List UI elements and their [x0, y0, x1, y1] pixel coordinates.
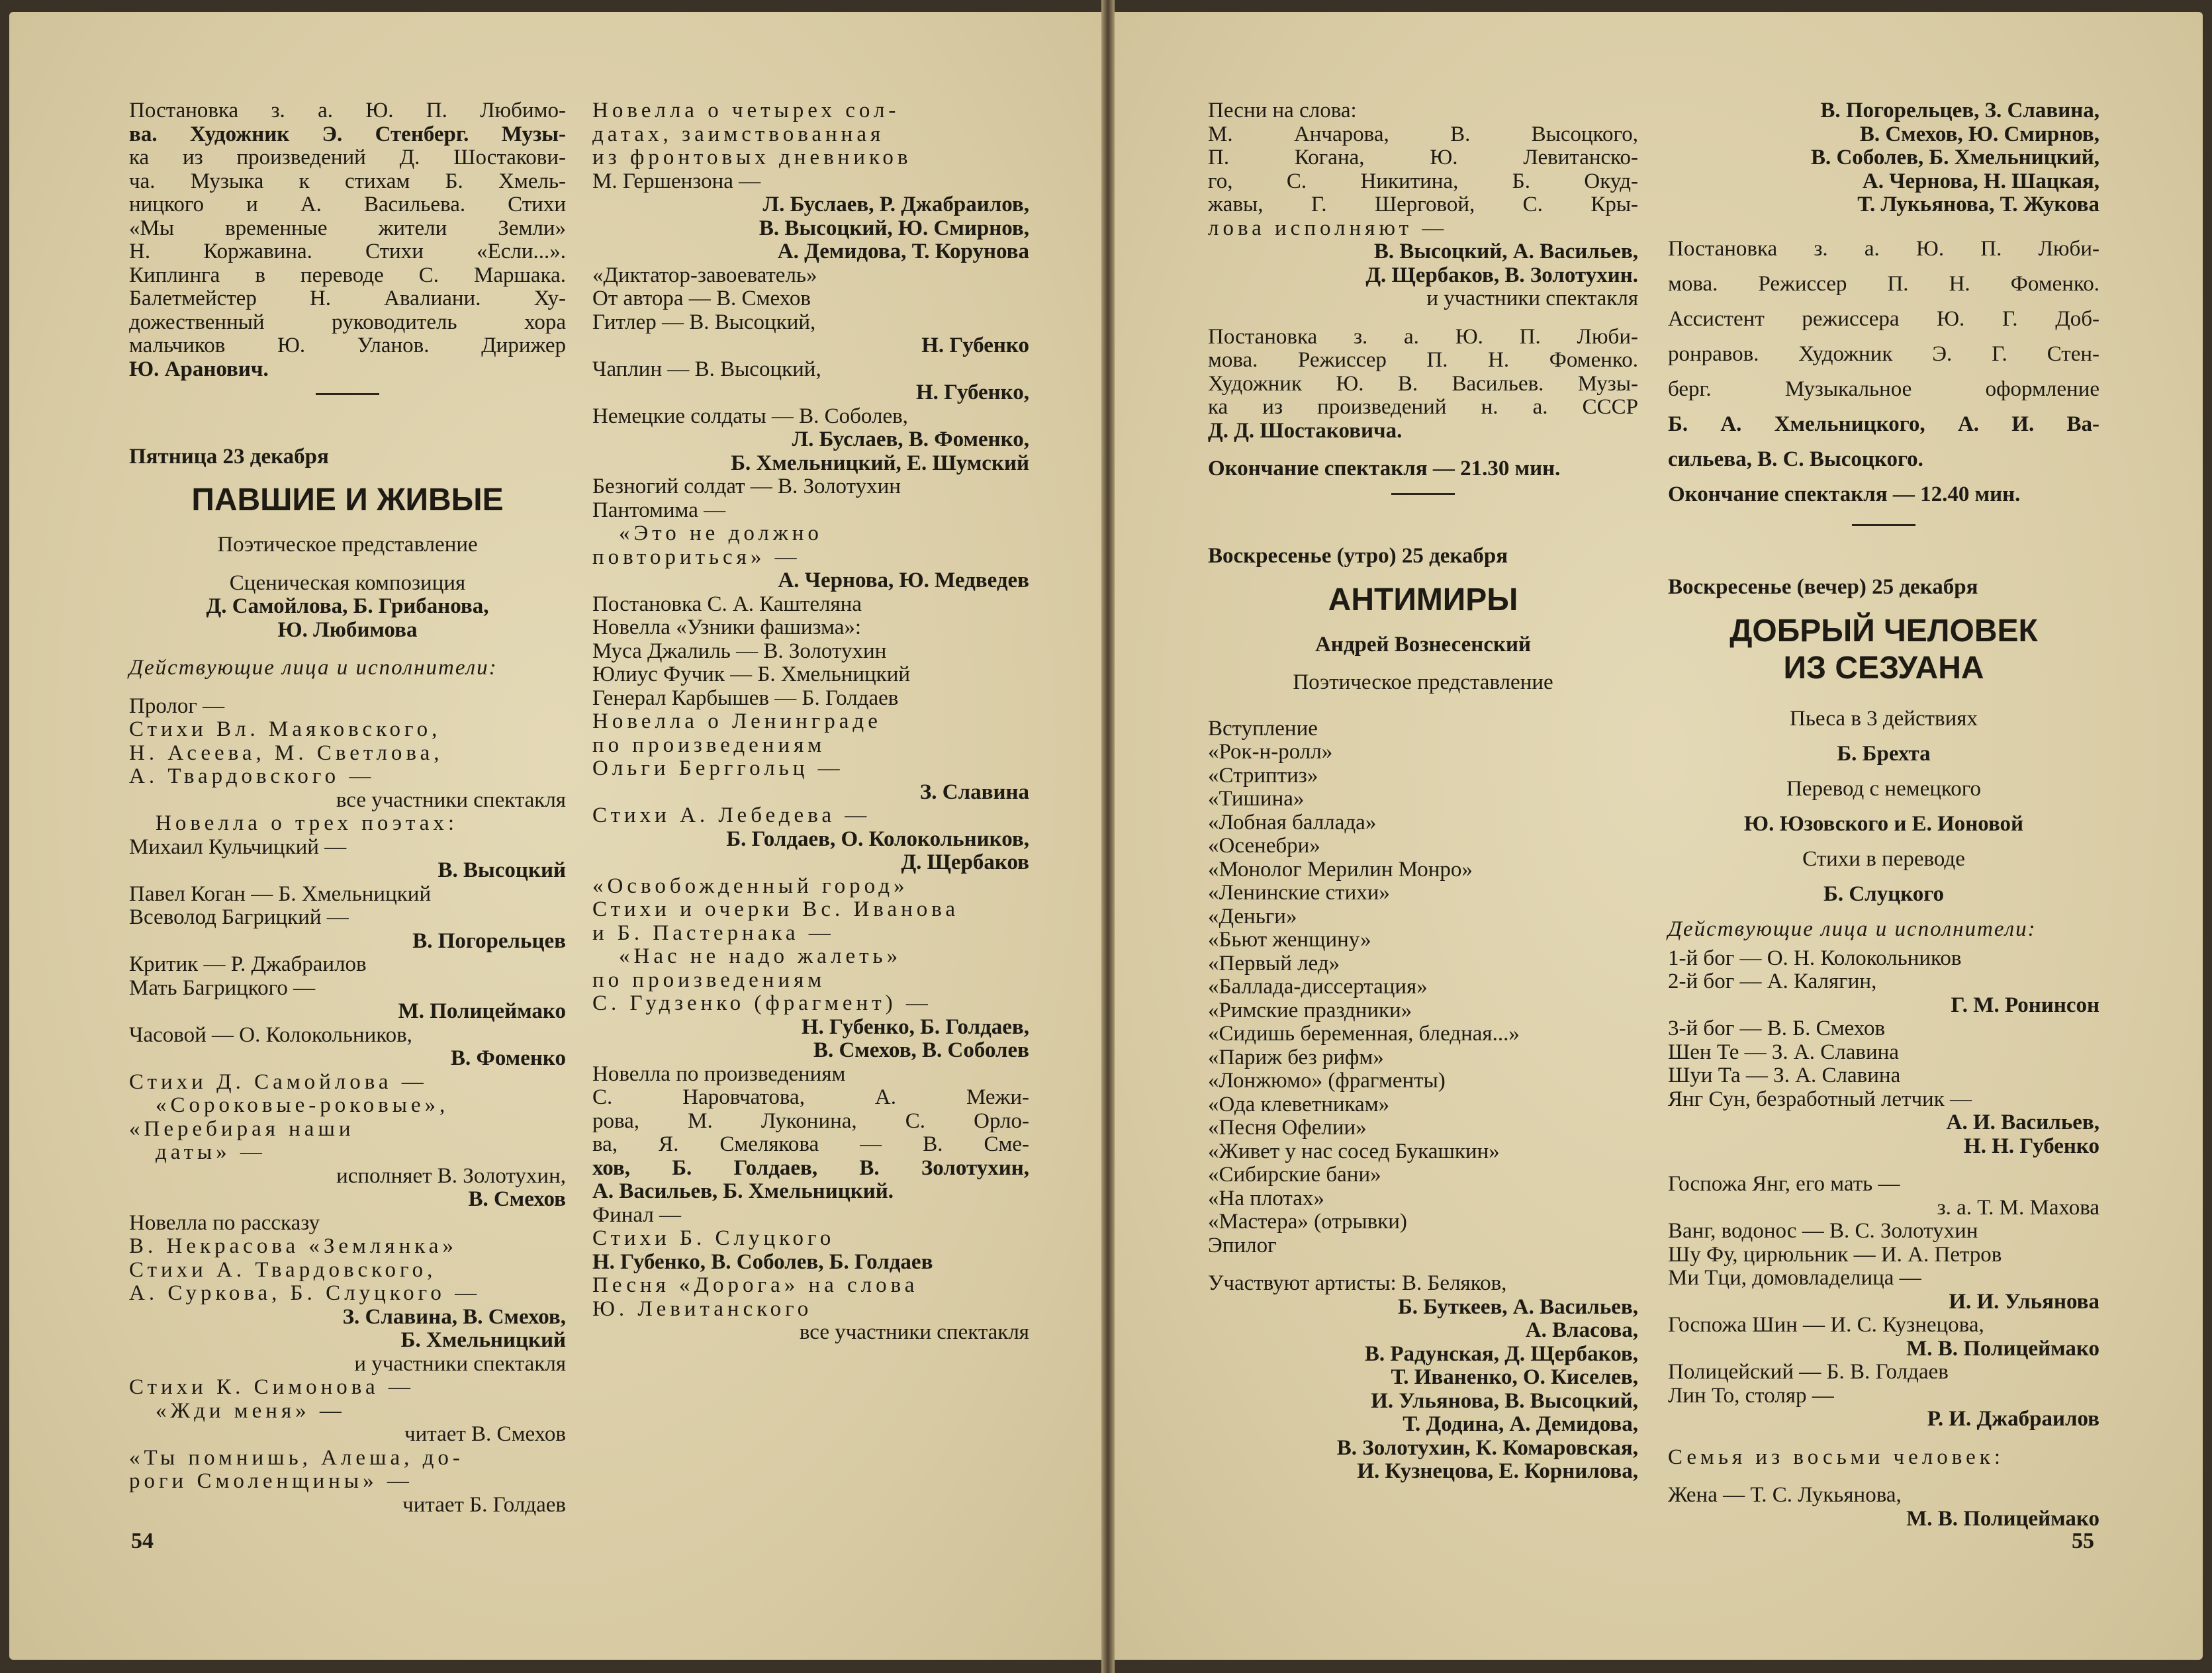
songs-line: лова исполняют — — [1208, 216, 1448, 240]
credit-line: Н. Коржавина. Стихи «Если...». — [129, 240, 566, 263]
credit-line: ва. Художник Э. Стенберг. Музы- — [129, 122, 566, 146]
cast-line: Лин То, столяр — — [1668, 1383, 1834, 1408]
right-column-1 — [1208, 99, 1638, 1484]
credit-line: Постановка з. а. Ю. П. Люби- — [1208, 324, 1638, 349]
section-rule — [316, 393, 379, 419]
end-time: Окончание спектакля — 21.30 мин. — [1208, 457, 1561, 480]
program-item: «Ода клеветникам» — [1208, 1092, 1390, 1116]
cast-line: Мать Багрицкого — — [129, 975, 316, 1000]
cast-line: Н. Н. Губенко — [1964, 1134, 2099, 1158]
program-item: «Лонжюмо» (фрагменты) — [1208, 1069, 1446, 1093]
program-line: Ю. Левитанского — [592, 1296, 813, 1321]
credit-line: Постановка з. а. Ю. П. Люби- — [1668, 236, 2099, 261]
program-line: Чаплин — В. Высоцкий, — [592, 357, 821, 381]
cast-line: Всеволод Багрицкий — — [129, 905, 349, 929]
cast-line: В. Фоменко — [451, 1046, 566, 1070]
cast-line: В. Погорельцев — [412, 928, 566, 953]
cast-line: Жена — Т. С. Лукьянова, — [1668, 1483, 1902, 1507]
actors-line: А. Чернова, Н. Шацкая, — [1862, 169, 2099, 193]
cast-line: «Сороковые-роковые», — [156, 1093, 449, 1117]
credit-line: дожественный руководитель хора — [129, 310, 566, 334]
cast-line: Михаил Кульчицкий — — [129, 835, 347, 859]
program-line: Л. Буслаев, В. Фоменко, — [792, 428, 1029, 451]
program-line: А. Демидова, Т. Корунова — [777, 240, 1029, 263]
spacer — [129, 557, 566, 572]
cast-line: А. Твардовского — — [129, 764, 375, 788]
program-line: Новелла «Узники фашизма»: — [592, 615, 862, 639]
program-line: Л. Буслаев, Р. Джабраилов, — [762, 193, 1029, 216]
program-item: «Стриптиз» — [1208, 763, 1318, 788]
actors-line: В. Радунская, Д. Щербаков, — [1364, 1341, 1638, 1366]
left-column-1 — [129, 99, 566, 1517]
program-line: «Освобожденный город» — [592, 874, 909, 898]
program-item: «Мастера» (отрывки) — [1208, 1210, 1407, 1234]
program-line: Н. Губенко, — [915, 381, 1029, 404]
play-title: АНТИМИРЫ — [1328, 582, 1518, 617]
program-item: «Париж без рифм» — [1208, 1045, 1384, 1069]
program-item: Эпилог — [1208, 1233, 1277, 1257]
credit-line: Постановка з. а. Ю. П. Любимо- — [129, 99, 566, 122]
program-line: повториться» — — [592, 545, 801, 569]
credit-line: мова. Режиссер П. Н. Фоменко. — [1208, 348, 1638, 372]
credit-line: Балетмейстер Н. Авалиани. Ху- — [129, 287, 566, 310]
cast-line: А. И. Васильев, — [1946, 1110, 2099, 1134]
spacer — [129, 680, 566, 695]
cast-line: Стихи А. Твардовского, — [129, 1257, 437, 1282]
songs-line: Песни на слова: — [1208, 99, 1357, 122]
cast-line: даты» — — [156, 1140, 266, 1164]
actors-line: Т. Додина, А. Демидова, — [1403, 1412, 1638, 1436]
program-line: Безногий солдат — В. Золотухин — [592, 475, 901, 498]
cast-line: Стихи К. Симонова — — [129, 1375, 414, 1399]
cast-line: Р. И. Джабраилов — [1927, 1407, 2099, 1431]
cast-line: Павел Коган — Б. Хмельницкий — [129, 882, 432, 906]
credit-line: Д. Д. Шостаковича. — [1208, 418, 1403, 443]
songs-line: Д. Щербаков, В. Золотухин. — [1365, 263, 1638, 287]
credit-line: ронравов. Художник Э. Г. Стен- — [1668, 341, 2099, 366]
actors-line: А. Власова, — [1525, 1318, 1638, 1342]
credit-line: ча. Музыка к стихам Б. Хмель- — [129, 169, 566, 193]
actors-line: В. Золотухин, К. Комаровская, — [1336, 1435, 1638, 1460]
play-title: ИЗ СЕЗУАНА — [1783, 650, 1984, 686]
verses-translator: Б. Слуцкого — [1823, 882, 1944, 906]
cast-line: Шу Фу, цирюльник — И. А. Петров — [1668, 1242, 2002, 1267]
program-item: «Сибирские бани» — [1208, 1163, 1381, 1187]
credit-line: Киплинга в переводе С. Маршака. — [129, 263, 566, 287]
cast-line: читает Б. Голдаев — [402, 1492, 566, 1517]
program-line: Пантомима — — [592, 498, 726, 522]
program-item: «Рок-н-ролл» — [1208, 740, 1333, 764]
cast-line: Шен Те — З. А. Славина — [1668, 1040, 1899, 1064]
program-item: «Лобная баллада» — [1208, 810, 1377, 835]
section-rule — [1391, 493, 1455, 519]
program-item: «Баллада-диссертация» — [1208, 975, 1428, 999]
cast-line: Стихи Д. Самойлова — — [129, 1069, 428, 1094]
credit-line: берг. Музыкальное оформление — [1668, 377, 2099, 401]
program-line: по произведениям — [592, 733, 826, 757]
cast-line: Стихи Вл. Маяковского, — [129, 717, 441, 741]
program-line: Стихи Б. Слуцкого — [592, 1226, 835, 1250]
songs-line: В. Высоцкий, А. Васильев, — [1373, 240, 1638, 263]
program-item: «Ленинские стихи» — [1208, 881, 1390, 905]
program-line: А. Васильев, Б. Хмельницкий. — [592, 1179, 894, 1203]
cast-line: З. Славина, В. Смехов, — [342, 1304, 566, 1329]
scenic-authors: Д. Самойлова, Б. Грибанова, — [206, 594, 489, 618]
cast-line: Н. Асеева, М. Светлова, — [129, 741, 443, 765]
day-heading: Воскресенье (вечер) 25 декабря — [1668, 575, 1978, 599]
program-line: М. Гершензона — — [592, 169, 761, 193]
program-line: Стихи А. Лебедева — — [592, 803, 871, 827]
program-line: Гитлер — В. Высоцкий, — [592, 310, 816, 334]
cast-line: «Перебирая наши — [129, 1116, 355, 1141]
program-line: С. Гудзенко (фрагмент) — — [592, 991, 932, 1015]
program-line: Постановка С. А. Каштеляна — [592, 592, 862, 616]
credit-line: «Мы временные жители Земли» — [129, 216, 566, 240]
day-heading: Пятница 23 декабря — [129, 444, 329, 469]
translation-label: Перевод с немецкого — [1786, 776, 1982, 801]
cast-line: читает В. Смехов — [404, 1422, 566, 1446]
program-line: Новелла по произведениям — [592, 1062, 846, 1086]
songs-line: М. Анчарова, В. Высоцкого, — [1208, 122, 1638, 146]
cast-line: Янг Сун, безработный летчик — — [1668, 1087, 1972, 1111]
program-line: из фронтовых дневников — [592, 146, 912, 169]
spacer — [1668, 1158, 2099, 1173]
program-line: рова, М. Луконина, С. Орло- — [592, 1108, 1029, 1133]
credit-line: ка из произведений Д. Шостакови- — [129, 146, 566, 169]
cast-line: Б. Хмельницкий — [400, 1328, 566, 1352]
cast-line: Шуи Та — З. А. Славина — [1668, 1063, 1901, 1087]
songs-line: го, С. Никитина, Б. Окуд- — [1208, 169, 1638, 193]
songs-line: и участники спектакля — [1426, 287, 1638, 310]
cast-label: Действующие лица и исполнители: — [129, 656, 498, 680]
program-line: Немецкие солдаты — В. Соболев, — [592, 404, 908, 428]
program-line: Новелла о Ленинграде — [592, 709, 882, 733]
credit-line: Художник Ю. В. Васильев. Музы- — [1208, 371, 1638, 396]
spacer — [1668, 1469, 2099, 1484]
credit-line: Ю. Аранович. — [129, 357, 269, 381]
program-item: «Осенебри» — [1208, 834, 1320, 858]
cast-line: 2-й бог — А. Калягин, — [1668, 970, 1877, 993]
program-line: Б. Голдаев, О. Колокольников, — [726, 827, 1029, 851]
program-item: «Живет у нас сосед Букашкин» — [1208, 1139, 1500, 1163]
cast-line: В. Смехов — [468, 1187, 566, 1211]
actors-line: В. Соболев, Б. Хмельницкий, — [1810, 146, 2099, 169]
cast-line: «Жди меня» — — [156, 1398, 346, 1423]
credit-line: ка из произведений н. а. СССР — [1208, 395, 1638, 419]
cast-line: роги Смоленщины» — — [129, 1469, 413, 1493]
end-time: Окончание спектакля — 12.40 мин. — [1668, 482, 2021, 506]
translators: Ю. Юзовского и Е. Ионовой — [1743, 811, 2024, 836]
scenic-label: Сценическая композиция — [229, 570, 466, 595]
program-line: Генерал Карбышев — Б. Голдаев — [592, 686, 899, 710]
actors-line: Т. Иваненко, О. Киселев, — [1391, 1365, 1638, 1389]
program-line: Стихи и очерки Вс. Иванова — [592, 897, 960, 921]
cast-line: В. Высоцкий — [438, 858, 566, 882]
left-column-2 — [592, 99, 1029, 1345]
cast-line: «Ты помнишь, Алеша, до- — [129, 1445, 464, 1470]
cast-line: М. Полицеймако — [398, 999, 566, 1023]
program-line: А. Чернова, Ю. Медведев — [778, 568, 1029, 592]
program-line: Д. Щербаков — [901, 850, 1029, 874]
page-number: 54 — [131, 1529, 154, 1553]
cast-line: Полицейский — Б. В. Голдаев — [1668, 1360, 1949, 1384]
cast-line: Ми Тци, домовладелица — — [1668, 1266, 1921, 1290]
right-column-2 — [1668, 99, 2099, 1531]
program-line: «Это не должно — [619, 521, 823, 545]
section-rule — [1852, 524, 1915, 550]
actors-line: Т. Лукьянова, Т. Жукова — [1857, 193, 2099, 216]
spacer — [1208, 1257, 1638, 1272]
credit-line: Ассистент режиссера Ю. Г. Доб- — [1668, 306, 2099, 331]
program-line: От автора — В. Смехов — [592, 287, 811, 310]
cast-line: Г. М. Ронинсон — [1951, 993, 2099, 1017]
cast-line: В. Некрасова «Землянка» — [129, 1234, 457, 1258]
cast-line: все участники спектакля — [336, 788, 566, 812]
program-line: Ольги Берггольц — — [592, 756, 844, 780]
cast-line: Ванг, водонос — В. С. Золотухин — [1668, 1219, 1978, 1243]
program-line: датах, заимствованная — [592, 122, 885, 146]
songs-line: П. Когана, Ю. Левитанско- — [1208, 146, 1638, 169]
cast-line: Семья из восьми человек: — [1668, 1445, 2004, 1469]
program-item: «Бьют женщину» — [1208, 928, 1371, 952]
credit-line: мова. Режиссер П. Н. Фоменко. — [1668, 271, 2099, 296]
actors-line: Б. Буткеев, А. Васильев, — [1397, 1294, 1638, 1319]
program-item: «Монолог Мерилин Монро» — [1208, 857, 1473, 882]
program-line: Н. Губенко, В. Соболев, Б. Голдаев — [592, 1249, 933, 1274]
program-line: «Нас не надо жалеть» — [619, 944, 902, 968]
spacer — [1208, 656, 1638, 671]
spacer — [1208, 311, 1638, 326]
program-item: «На плотах» — [1208, 1186, 1324, 1210]
program-item: «Сидишь беременная, бледная...» — [1208, 1022, 1520, 1046]
actors-line: В. Погорельцев, З. Славина, — [1820, 99, 2099, 122]
page-number: 55 — [2072, 1529, 2094, 1553]
genre-line: Пьеса в 3 действиях — [1790, 706, 1978, 731]
actors-line: В. Смехов, Ю. Смирнов, — [1859, 122, 2099, 146]
program-line: хов, Б. Голдаев, В. Золотухин, — [592, 1155, 1029, 1180]
cast-line: Пролог — — [129, 694, 225, 718]
cast-line: М. В. Полицеймако — [1906, 1336, 2099, 1361]
program-line: Н. Губенко — [921, 334, 1029, 357]
author-line: Андрей Вознесенский — [1314, 632, 1532, 656]
program-line: Юлиус Фучик — Б. Хмельницкий — [592, 662, 911, 686]
actors-line: И. Ульянова, В. Высоцкий, — [1371, 1388, 1638, 1413]
songs-line: жавы, Г. Шерговой, С. Кры- — [1208, 193, 1638, 216]
cast-line: Новелла по рассказу — [129, 1210, 320, 1235]
cast-line: з. а. Т. М. Махова — [1937, 1195, 2099, 1220]
program-item: «Первый лед» — [1208, 951, 1340, 975]
program-item: «Песня Офелии» — [1208, 1116, 1367, 1140]
credit-line: Б. А. Хмельницкого, А. И. Ва- — [1668, 412, 2099, 436]
program-line: и Б. Пастернака — — [592, 921, 835, 945]
spacer — [1668, 217, 2099, 232]
program-line: Новелла о четырех сол- — [592, 99, 900, 122]
spacer — [1208, 443, 1638, 457]
program-line: по произведениям — [592, 968, 826, 992]
program-line: «Диктатор-завоеватель» — [592, 263, 817, 287]
book-gutter — [1101, 0, 1115, 1673]
day-heading: Воскресенье (утро) 25 декабря — [1208, 544, 1508, 568]
genre-line: Поэтическое представление — [217, 533, 478, 557]
program-line: В. Высоцкий, Ю. Смирнов, — [759, 216, 1029, 240]
play-title: ПАВШИЕ И ЖИВЫЕ — [191, 482, 504, 518]
program-line: Н. Губенко, Б. Голдаев, — [801, 1015, 1029, 1039]
verses-label: Стихи в переводе — [1802, 846, 1965, 871]
program-line: Песня «Дорога» на слова — [592, 1273, 919, 1297]
cast-line: 1-й бог — О. Н. Колокольников — [1668, 946, 1962, 970]
program-line: ва, Я. Смелякова — В. Сме- — [592, 1132, 1029, 1156]
spacer — [1208, 695, 1638, 717]
program-item: «Тишина» — [1208, 787, 1305, 811]
spacer — [129, 642, 566, 656]
cast-line: 3-й бог — В. Б. Смехов — [1668, 1017, 1886, 1040]
cast-line: М. В. Полицеймако — [1906, 1506, 2099, 1531]
author-line: Б. Брехта — [1837, 741, 1931, 766]
program-line: В. Смехов, В. Соболев — [813, 1038, 1029, 1062]
program-item: Вступление — [1208, 716, 1318, 741]
cast-line: И. И. Ульянова — [1949, 1289, 2099, 1314]
credit-line: ницкого и А. Васильева. Стихи — [129, 193, 566, 216]
program-line: Финал — — [592, 1202, 682, 1227]
spacer — [1668, 1431, 2099, 1446]
play-title: ДОБРЫЙ ЧЕЛОВЕК — [1729, 613, 2038, 649]
cast-label: Действующие лица и исполнители: — [1668, 917, 2037, 941]
program-item: «Римские праздники» — [1208, 998, 1412, 1022]
cast-line: исполняет В. Золотухин, — [336, 1163, 566, 1188]
scenic-authors: Ю. Любимова — [277, 617, 418, 642]
cast-line: А. Суркова, Б. Слуцкого — — [129, 1281, 481, 1305]
credit-line: мальчиков Ю. Уланов. Дирижер — [129, 334, 566, 357]
program-item: «Деньги» — [1208, 904, 1297, 928]
program-line: Муса Джалиль — В. Золотухин — [592, 639, 887, 663]
program-line: С. Наровчатова, А. Межи- — [592, 1085, 1029, 1109]
cast-line: Критик — Р. Джабраилов — [129, 952, 367, 976]
genre-line: Поэтическое представление — [1293, 670, 1553, 694]
cast-line: Часовой — О. Колокольников, — [129, 1022, 412, 1047]
actors-line: Участвуют артисты: В. Беляков, — [1208, 1271, 1507, 1295]
program-line: З. Славина — [919, 780, 1029, 804]
program-line: Б. Хмельницкий, Е. Шумский — [731, 451, 1029, 475]
cast-line: Новелла о трех поэтах: — [156, 811, 459, 835]
program-line: все участники спектакля — [799, 1320, 1029, 1344]
cast-line: Госпожа Шин — И. С. Кузнецова, — [1668, 1313, 1984, 1337]
actors-line: И. Кузнецова, Е. Корнилова, — [1357, 1459, 1638, 1483]
cast-line: и участники спектакля — [354, 1351, 566, 1376]
credit-line: сильева, В. С. Высоцкого. — [1668, 447, 1923, 471]
cast-line: Госпожа Янг, его мать — — [1668, 1172, 1900, 1196]
